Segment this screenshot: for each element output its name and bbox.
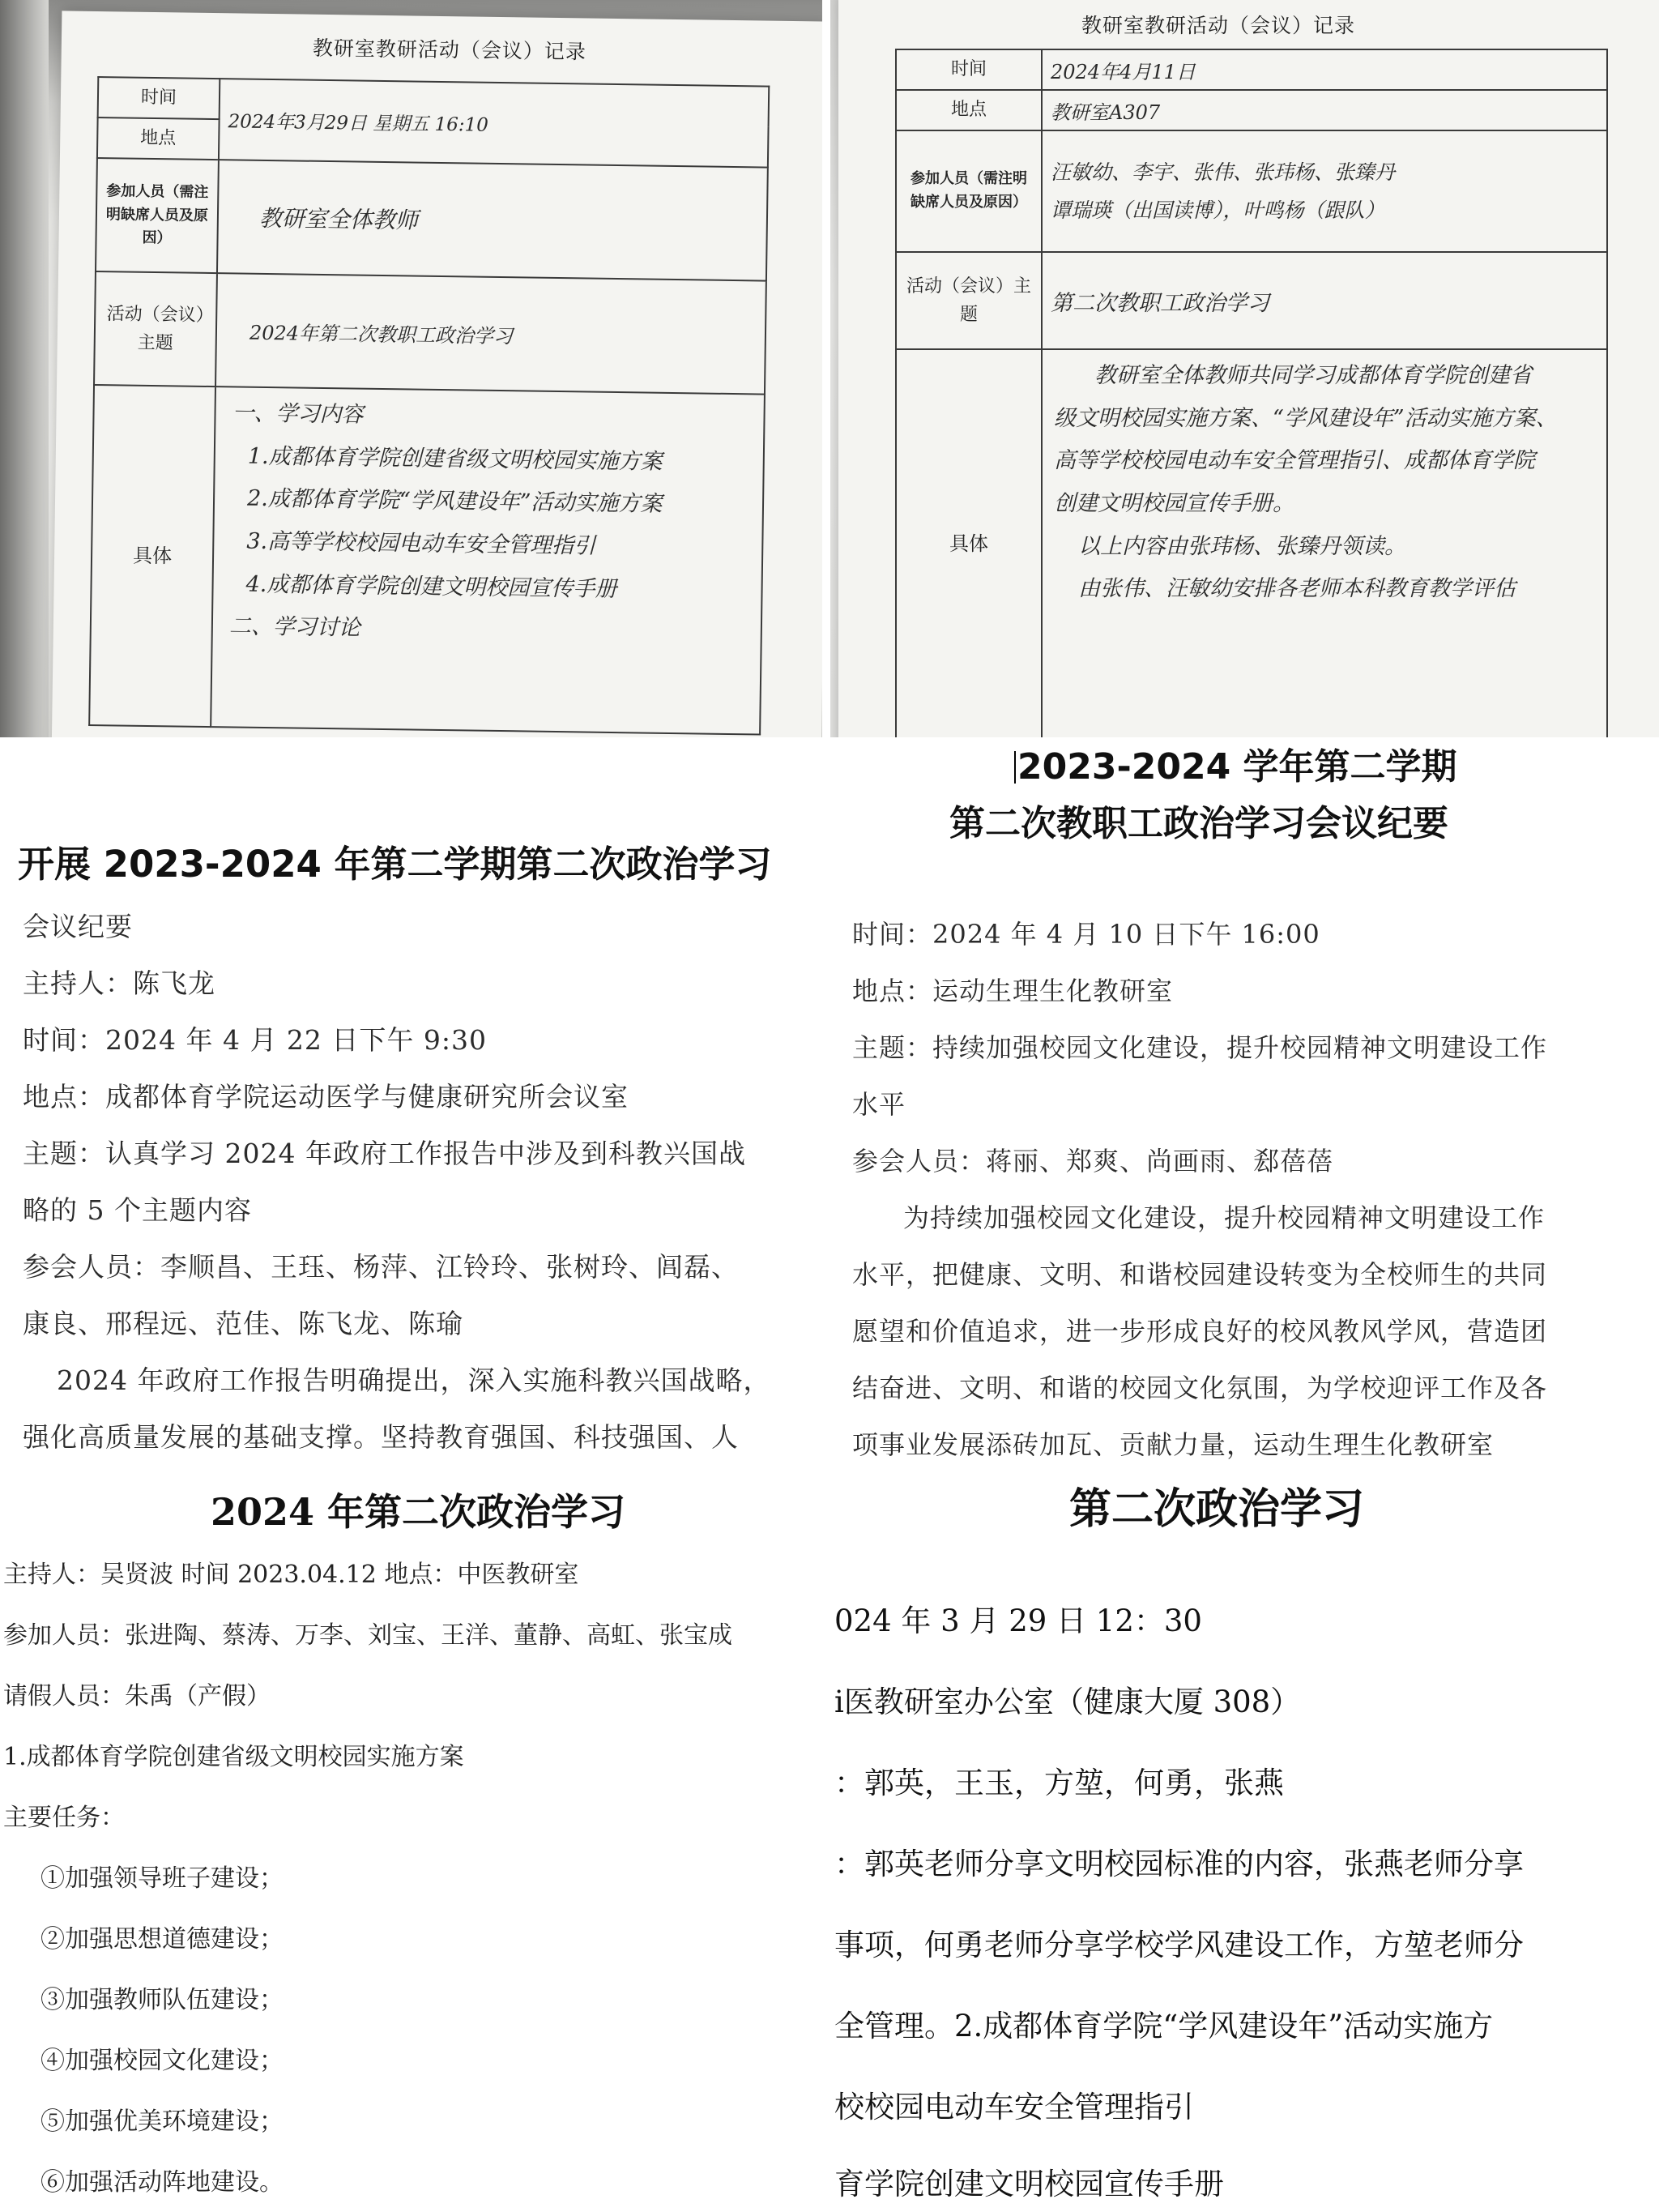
- doc-line: 事项，何勇老师分享学校学风建设工作，方堃老师分: [834, 1928, 1524, 1962]
- label-participants: 参加人员（需注明缺席人员及原因）: [896, 130, 1042, 252]
- label-place: 地点: [97, 117, 220, 160]
- label-participants: 参加人员（需注明缺席人员及原因）: [96, 158, 219, 273]
- label-topic: 活动（会议）主题: [94, 271, 217, 386]
- doc-line: 主题：持续加强校园文化建设，提升校园精神文明建设工作: [852, 1032, 1548, 1063]
- body-line: 2.成都体育学院“学风建设年”活动实施方案: [246, 485, 663, 518]
- participants-line: 谭瑞瑛（出国读博），叶鸣杨（跟队）: [1051, 199, 1385, 222]
- doc-line: 024 年 3 月 29 日 12：30: [834, 1603, 1202, 1638]
- body-line: 以上内容由张玮杨、张臻丹领读。: [1078, 533, 1406, 559]
- doc-line: 略的 5 个主题内容: [23, 1194, 252, 1226]
- doc-line: 地点：成都体育学院运动医学与健康研究所会议室: [23, 1081, 629, 1112]
- body-line: 1.成都体育学院创建省级文明校园实施方案: [247, 443, 663, 475]
- record-form-table: [88, 76, 770, 736]
- doc-line: 主题：认真学习 2024 年政府工作报告中涉及到科教兴国战: [23, 1138, 746, 1169]
- doc-line: 参加人员：张进陶、蔡涛、万李、刘宝、王洋、董静、高虹、张宝成: [3, 1621, 732, 1650]
- doc-panel-5: [0, 1475, 834, 2212]
- detail-body: [211, 386, 765, 734]
- body-line: 一、学习内容: [232, 400, 364, 428]
- form-title: 教研室教研活动（会议）记录: [1081, 14, 1356, 37]
- doc-line: 结奋进、文明、和谐的校园文化氛围，为学校迎评工作及各: [852, 1373, 1548, 1403]
- doc-panel-3: [0, 737, 834, 1475]
- doc-line: 2024 年政府工作报告明确提出，深入实施科教兴国战略，: [57, 1364, 771, 1396]
- doc-line: 主持人：陈飞龙: [23, 967, 215, 999]
- doc-line: 愿望和价值追求，进一步形成良好的校风教风学风，营造团: [852, 1316, 1548, 1347]
- doc-title: 开展 2023-2024 年第二学期第二次政治学习: [18, 843, 772, 886]
- doc-line: ③加强教师队伍建设；: [41, 1986, 284, 2014]
- label-detail: 具体: [89, 385, 215, 727]
- paper-sheet: [52, 11, 822, 737]
- record-form-table: [895, 49, 1608, 737]
- label-detail: 具体: [896, 349, 1042, 737]
- doc-line: ：郭英，王玉，方堃，何勇，张燕: [834, 1766, 1284, 1800]
- body-line: 高等学校校园电动车安全管理指引、成都体育学院: [1054, 448, 1535, 474]
- doc-line: 主要任务：: [3, 1804, 125, 1832]
- detail-body: [1042, 349, 1607, 737]
- doc-line: 参会人员：蒋丽、郑爽、尚画雨、郄蓓蓓: [852, 1146, 1334, 1176]
- doc-line: ②加强思想道德建设；: [41, 1925, 284, 1954]
- doc-line: 康良、邢程远、范佳、陈飞龙、陈瑜: [23, 1308, 463, 1339]
- value-place: 教研室A307: [1042, 90, 1607, 130]
- doc-line: 强化高质量发展的基础支撑。坚持教育强国、科技强国、人: [23, 1421, 739, 1453]
- doc-line: 时间：2024 年 4 月 22 日下午 9:30: [23, 1024, 488, 1056]
- doc-line: 会议纪要: [23, 911, 133, 942]
- doc-line: ⑤加强优美环境建设；: [41, 2107, 284, 2136]
- label-place: 地点: [896, 90, 1042, 130]
- body-line: 创建文明校园宣传手册。: [1054, 490, 1294, 516]
- body-line: 级文明校园实施方案、“学风建设年”活动实施方案、: [1054, 405, 1558, 431]
- doc-title-text: 2023-2024 学年第二学期: [1017, 746, 1457, 788]
- doc-line: 水平: [852, 1089, 906, 1120]
- label-time: 时间: [98, 77, 220, 119]
- value-participants: 教研室全体教师: [217, 160, 768, 280]
- value-participants: [1042, 130, 1607, 252]
- body-line: 教研室全体教师共同学习成都体育学院创建省: [1094, 363, 1532, 388]
- doc-line: i医教研室办公室（健康大厦 308）: [834, 1685, 1301, 1719]
- label-topic: 活动（会议）主题: [896, 252, 1042, 349]
- doc-line: 全管理。2.成都体育学院“学风建设年”活动实施方: [834, 2009, 1494, 2043]
- photo-panel-record-1: [0, 0, 822, 737]
- value-time: 2024年3月29日 星期五 16:10: [219, 79, 769, 167]
- doc-title-1: [1014, 737, 1457, 789]
- doc-title: 2024 年第二次政治学习: [211, 1490, 626, 1534]
- doc-line: 水平，把健康、文明、和谐校园建设转变为全校师生的共同: [852, 1259, 1548, 1290]
- body-line: 二、学习讨论: [228, 613, 361, 641]
- doc-line: 参会人员：李顺昌、王珏、杨萍、江铃玲、张树玲、闾磊、: [23, 1251, 739, 1283]
- participants-line: 汪敏幼、李宇、张伟、张玮杨、张臻丹: [1051, 160, 1396, 184]
- label-time: 时间: [896, 49, 1042, 90]
- text-cursor: [1014, 751, 1016, 784]
- doc-line: ⑥加强活动阵地建设。: [41, 2168, 284, 2197]
- doc-line: ：郭英老师分享文明校园标准的内容，张燕老师分享: [834, 1847, 1524, 1881]
- binder-edge: [0, 0, 49, 737]
- value-topic: 2024年第二次教职工政治学习: [215, 273, 766, 394]
- doc-line: 请假人员：朱禹（产假）: [3, 1682, 271, 1710]
- form-title: 教研室教研活动（会议）记录: [312, 36, 587, 64]
- doc-line: 为持续加强校园文化建设，提升校园精神文明建设工作: [903, 1202, 1546, 1233]
- body-line: 3.高等学校校园电动车安全管理指引: [246, 528, 596, 559]
- value-time: 2024年4月11日: [1042, 49, 1607, 90]
- doc-line: ④加强校园文化建设；: [41, 2047, 284, 2075]
- doc-line: 校校园电动车安全管理指引: [834, 2090, 1194, 2124]
- paper-sheet: [838, 0, 1659, 737]
- doc-line: 育学院创建文明校园宣传手册: [834, 2167, 1224, 2201]
- body-line: 4.成都体育学院创建文明校园宣传手册: [245, 571, 617, 602]
- doc-line: 项事业发展添砖加瓦、贡献力量，运动生理生化教研室: [852, 1429, 1495, 1460]
- value-topic: 第二次教职工政治学习: [1042, 252, 1607, 349]
- doc-panel-4: [834, 737, 1659, 1475]
- panel-divider: [822, 0, 830, 737]
- doc-panel-6: [834, 1475, 1659, 2212]
- doc-title: 第二次政治学习: [1069, 1484, 1365, 1534]
- photo-panel-record-2: [830, 0, 1659, 737]
- doc-line: 主持人：吴贤波 时间 2023.04.12 地点：中医教研室: [3, 1561, 579, 1589]
- doc-line: 地点：运动生理生化教研室: [852, 976, 1174, 1006]
- doc-title-2: 第二次教职工政治学习会议纪要: [949, 803, 1448, 844]
- body-line: 由张伟、汪敏幼安排各老师本科教育教学评估: [1078, 576, 1516, 602]
- doc-line: ①加强领导班子建设；: [41, 1864, 284, 1893]
- doc-line: 时间：2024 年 4 月 10 日下午 16:00: [852, 919, 1320, 950]
- doc-line: 1.成都体育学院创建省级文明校园实施方案: [3, 1743, 464, 1771]
